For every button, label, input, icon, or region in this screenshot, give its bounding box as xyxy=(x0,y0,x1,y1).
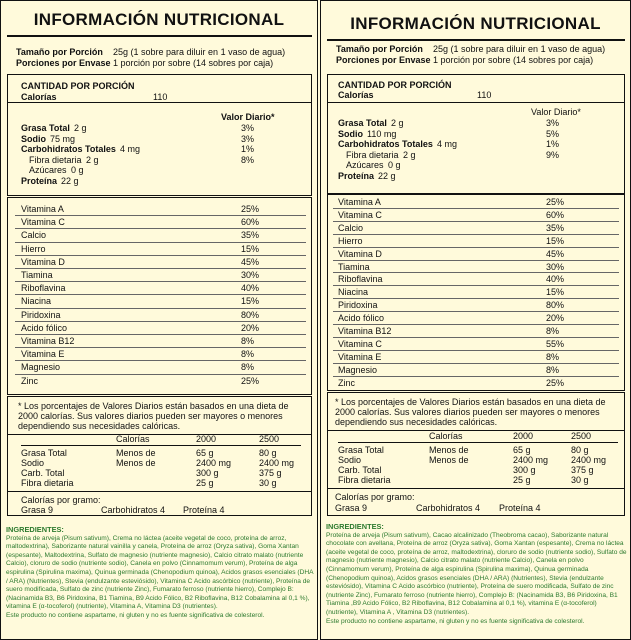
vitamin-dv: 15% xyxy=(241,296,260,307)
amount-header: CANTIDAD POR PORCIÓN xyxy=(21,81,135,91)
daily-value-header: Valor Diario* xyxy=(221,112,275,122)
ingredients-title: INGREDIENTES: xyxy=(326,522,384,531)
vitamin-name: Niacina xyxy=(338,287,369,298)
vitamin-dv: 20% xyxy=(241,322,260,333)
ingredients-note: Este producto no contiene aspartame, ni gluten y no es fuente significativa de colesterol. xyxy=(326,617,585,625)
vitamin-dv: 25% xyxy=(241,204,260,214)
vitamin-name: Zinc xyxy=(338,377,356,388)
divider xyxy=(7,35,312,37)
vitamin-dv: 35% xyxy=(546,222,565,233)
row-divider xyxy=(15,281,306,282)
row-divider xyxy=(333,350,619,351)
vitamin-dv: 30% xyxy=(546,261,565,272)
macro-dv: 9% xyxy=(546,149,560,160)
calories-label: Calorías xyxy=(21,92,57,102)
macro-dv: 8% xyxy=(241,154,255,165)
ref-header-calories: Calorías xyxy=(116,434,150,444)
vitamin-name: Vitamina B12 xyxy=(21,336,75,346)
vitamin-name: Tiamina xyxy=(21,270,53,280)
amount-header: CANTIDAD POR PORCIÓN xyxy=(338,80,452,90)
vitamin-name: Calcio xyxy=(21,230,47,241)
ref-cell: 300 g xyxy=(196,468,219,478)
macro-label: Fibra dietaria xyxy=(29,154,82,165)
panel-title: INFORMACIÓN NUTRICIONAL xyxy=(33,10,285,29)
row-divider xyxy=(333,311,619,312)
ref-header-underline xyxy=(21,445,301,446)
vitamin-name: Calcio xyxy=(338,222,364,233)
row-divider xyxy=(15,228,306,229)
row-divider xyxy=(15,321,306,322)
vitamin-dv: 15% xyxy=(241,243,260,254)
calories-value: 110 xyxy=(153,92,168,102)
vitamin-dv: 8% xyxy=(546,326,560,336)
row-divider xyxy=(15,215,306,216)
row-divider xyxy=(333,376,619,377)
macro-dv: 3% xyxy=(241,123,255,133)
ref-cell: Fibra dietaria xyxy=(21,478,74,488)
per-gram-fat: Grasa 9 xyxy=(335,503,368,513)
vitamin-name: Vitamina E xyxy=(21,349,65,360)
vitamin-dv: 25% xyxy=(546,197,565,207)
macro-amount: 2 g xyxy=(86,154,99,165)
row-divider xyxy=(333,272,619,273)
vitamin-dv: 8% xyxy=(241,349,255,360)
vitamin-name: Vitamina C xyxy=(338,338,382,349)
vitamin-dv: 25% xyxy=(241,375,260,386)
panel-title: INFORMACIÓN NUTRICIONAL xyxy=(350,14,601,33)
vitamin-dv: 25% xyxy=(546,377,565,388)
row-divider xyxy=(333,221,619,222)
macro-amount: 22 g xyxy=(378,171,396,181)
vitamin-name: Tiamina xyxy=(338,261,370,272)
ref-cell: 2400 mg xyxy=(571,455,607,465)
vitamin-name: Vitamina D xyxy=(338,248,382,259)
divider xyxy=(327,102,625,103)
per-gram-fat: Grasa 9 xyxy=(21,505,54,515)
vitamin-name: Zinc xyxy=(21,375,39,386)
row-divider xyxy=(15,308,306,309)
row-divider xyxy=(333,337,619,338)
macro-dv: 3% xyxy=(546,118,560,128)
ref-cell: Fibra dietaria xyxy=(338,475,391,485)
vitamin-name: Riboflavina xyxy=(338,274,383,285)
vitamin-dv: 30% xyxy=(241,270,260,280)
macro-amount: 110 mg xyxy=(367,128,397,139)
vitamin-dv: 40% xyxy=(546,274,565,285)
vitamin-name: Vitamina C xyxy=(338,209,382,220)
macro-label: Proteína xyxy=(338,171,375,181)
macro-label: Azúcares xyxy=(29,165,67,175)
row-divider xyxy=(15,255,306,256)
row-divider xyxy=(15,360,306,361)
macro-dv: 3% xyxy=(241,133,255,144)
vitamin-name: Niacina xyxy=(21,296,52,307)
vitamin-dv: 60% xyxy=(546,209,565,220)
vitamin-dv: 8% xyxy=(546,364,560,375)
vitamin-dv: 60% xyxy=(241,217,260,228)
ref-cell: 2400 mg xyxy=(259,458,295,468)
portions-value: 1 porción por sobre (14 sobres por caja) xyxy=(113,58,274,68)
vitamin-dv: 15% xyxy=(546,235,565,246)
ref-cell: 80 g xyxy=(571,445,589,455)
per-gram-protein: Proteína 4 xyxy=(183,505,225,515)
ingredients-text: Proteína de arveja (Pisum sativum), Crema no láctea (aceite vegetal de coco, proteína de arroz, maltodextrina), Saborizante natural vainilla y canela, Proteína de arroz (Oryza sativa), Goma Xantan (espesante), Maltodextrina, Sulfato de magnesio (nutriente magnesio), Calcio citrato malato (nutriente Calcio), cloruro de sodio (nutriente sodio), Canela en polvo (Cinnamomum verum), Proteína de alga espirulina (Spirulina maxima), Quinua germinada (Chenopodium quinoa), Acidos grasos esenciales (DHA / ARA) (Nutrientes), Stevia (endulzante esteviósido), Vitamina C Acido ascórbico (nutriente), Proteína de suero modificada, Sulfato de zinc (nutriente Zinc), Fumarato ferroso (nutriente hierro), Complejo B: (Nacinamida B3, B6 Piridoxina, B1 Tiamina, B9 Acido Fólico, B2 Riboflavina, B12 Cobalamina al 0,1 %), vitamina E (α-tocoferol) (nutriente), Vitamina A, Vitamina D3 (nutrientes). xyxy=(6,534,314,611)
serving-label: Tamaño por Porción xyxy=(16,47,103,57)
row-divider xyxy=(15,347,306,348)
per-gram-carbs: Carbohidratos 4 xyxy=(416,503,481,513)
vitamin-name: Acido fólico xyxy=(338,313,385,324)
ingredients-text: Proteína de arveja (Pisum sativum), Cacao alcalinizado (Theobroma cacao), Saborizante natural chocolate con avellana, Proteína de arroz (Oryza sativa), Goma Xantan (espesante), Crema no láctea (aceite vegetal de coco, proteína de arroz, maltodextrina), cloruro de sodio (nutriente sodio), Sulfato de magnesio (nutriente magnesio), Calcio citrato malato (nutriente Calcio), Canela en polvo (Cinnamomum verum), Proteína de alga espirulina (Spirulina maxima), Quinua germinada (Chenopodium quinoa), Acidos grasos esenciales (DHA / ARA) (Nutrientes), Stevia (endulzante esteviósido), Vitamina C Acido ascórbico (nutriente), Proteína de suero modificada, Sulfato de zinc (nutriente Zinc), Fumarato ferroso (nutriente hierro), Complejo B: (Nacinamida B3, B6 Piridoxina, B1 Tiamina ,B9 Acido Fólico, B2 Riboflavina, B12 Cobalamina al 0,1 %), vitamina E (α-tocoferol) (nutriente), Vitamina A , Vitamina D3 (nutrientes). xyxy=(326,531,627,616)
ref-header-calories: Calorías xyxy=(429,431,463,441)
ref-cell: Menos de xyxy=(429,455,469,465)
row-divider xyxy=(333,324,619,325)
row-divider xyxy=(15,242,306,243)
daily-value-header: Valor Diario* xyxy=(531,107,581,117)
ref-cell: 30 g xyxy=(259,478,277,488)
macro-amount: 2 g xyxy=(74,123,87,133)
macro-amount: 2 g xyxy=(391,118,404,128)
macro-label: Sodio xyxy=(21,133,46,144)
vitamin-dv: 8% xyxy=(241,362,255,373)
vitamin-dv: 45% xyxy=(241,256,260,267)
calories-value: 110 xyxy=(477,90,492,100)
ref-cell: Sodio xyxy=(21,458,45,468)
ref-cell: 2400 mg xyxy=(513,455,549,465)
ref-cell: 300 g xyxy=(513,465,536,475)
ref-header-2000: 2000 xyxy=(196,434,217,444)
ref-header-underline xyxy=(338,442,618,443)
vitamin-dv: 8% xyxy=(241,336,255,346)
ref-cell: Sodio xyxy=(338,455,362,465)
portions-label: Porciones por Envase xyxy=(336,55,431,65)
vitamin-name: Piridoxina xyxy=(338,300,378,311)
row-divider xyxy=(333,208,619,209)
vitamin-dv: 80% xyxy=(241,309,260,320)
ref-cell: 375 g xyxy=(571,465,594,475)
vitamin-name: Acido fólico xyxy=(21,322,68,333)
ref-cell: 2400 mg xyxy=(196,458,232,468)
portions-label: Porciones por Envase xyxy=(16,58,111,68)
row-divider xyxy=(333,234,619,235)
vitamin-dv: 80% xyxy=(546,300,565,311)
ref-cell: Carb. Total xyxy=(338,465,382,475)
divider xyxy=(7,491,312,492)
macro-dv: 5% xyxy=(546,128,560,139)
footnote: * Los porcentajes de Valores Diarios están basados en una dieta de 2000 calorías. Sus valores diarios pueden ser mayores o menores dependiendo sus necesidades calóricas. xyxy=(335,397,606,427)
vitamin-dv: 35% xyxy=(241,230,260,241)
vitamin-name: Vitamina A xyxy=(338,197,381,207)
divider xyxy=(7,102,312,103)
vitamin-name: Hierro xyxy=(338,235,363,246)
row-divider xyxy=(333,247,619,248)
ref-cell: Menos de xyxy=(429,445,469,455)
ref-header-2000: 2000 xyxy=(513,431,534,441)
macro-amount: 75 mg xyxy=(50,133,76,144)
macro-label: Proteína xyxy=(21,175,58,186)
vitamin-dv: 45% xyxy=(546,248,565,259)
ref-cell: 65 g xyxy=(513,445,531,455)
nutrition-panel-right xyxy=(320,0,631,640)
row-divider xyxy=(333,260,619,261)
macro-label: Carbohidratos Totales xyxy=(338,139,433,150)
ingredients-block xyxy=(6,526,315,621)
vitamin-name: Vitamina A xyxy=(21,204,64,214)
vitamin-name: Vitamina D xyxy=(21,256,65,267)
ingredients-note: Este producto no contiene aspartame, ni gluten y no es fuente significativa de colesterol. xyxy=(6,611,265,619)
macro-label: Fibra dietaria xyxy=(346,149,399,160)
vitamin-name: Riboflavina xyxy=(21,283,66,294)
macro-amount: 22 g xyxy=(61,175,79,186)
row-divider xyxy=(15,334,306,335)
macro-label: Sodio xyxy=(338,128,363,139)
macro-dv: 1% xyxy=(546,139,560,150)
ref-cell: Menos de xyxy=(116,448,156,458)
macro-amount: 4 mg xyxy=(437,139,458,150)
macro-amount: 0 g xyxy=(71,165,84,175)
vitamin-name: Vitamina C xyxy=(21,217,65,228)
calories-label: Calorías xyxy=(338,90,374,100)
vitamin-name: Magnesio xyxy=(338,364,378,375)
row-divider xyxy=(15,294,306,295)
row-divider xyxy=(15,268,306,269)
vitamin-name: Hierro xyxy=(21,243,46,254)
macro-label: Grasa Total xyxy=(338,118,387,128)
vitamin-dv: 15% xyxy=(546,287,565,298)
ingredients-block xyxy=(326,523,628,626)
vitamin-dv: 20% xyxy=(546,313,565,324)
vitamin-dv: 55% xyxy=(546,338,565,349)
ref-cell: 25 g xyxy=(196,478,214,488)
serving-value: 25g (1 sobre para diluir en 1 vaso de agua) xyxy=(113,47,286,57)
ref-cell: 375 g xyxy=(259,468,282,478)
divider xyxy=(327,39,625,41)
vitamin-dv: 8% xyxy=(546,351,560,362)
per-gram-carbs: Carbohidratos 4 xyxy=(101,505,166,515)
serving-label: Tamaño por Porción xyxy=(336,44,423,54)
macro-dv: 1% xyxy=(241,144,255,154)
vitamin-name: Vitamina E xyxy=(338,351,382,362)
divider xyxy=(327,488,625,489)
ref-cell: 30 g xyxy=(571,475,589,485)
macro-label: Grasa Total xyxy=(21,123,70,133)
portions-value: 1 porción por sobre (14 sobres por caja) xyxy=(433,55,594,65)
ref-header-2500: 2500 xyxy=(259,434,280,444)
vitamin-name: Magnesio xyxy=(21,362,61,373)
ref-cell: 65 g xyxy=(196,448,214,458)
vitamin-name: Vitamina B12 xyxy=(338,326,392,336)
macro-label: Azúcares xyxy=(346,160,384,171)
serving-value: 25g (1 sobre para diluir en 1 vaso de agua) xyxy=(433,44,606,54)
vitamin-dv: 40% xyxy=(241,283,260,294)
ref-cell: Grasa Total xyxy=(338,445,384,455)
per-gram-label: Calorías por gramo: xyxy=(21,495,101,505)
ref-cell: 80 g xyxy=(259,448,277,458)
macro-amount: 4 mg xyxy=(120,144,141,154)
ingredients-title: INGREDIENTES: xyxy=(6,525,64,534)
per-gram-label: Calorías por gramo: xyxy=(335,492,415,502)
footnote: * Los porcentajes de Valores Diarios están basados en una dieta de 2000 calorías. Sus valores diarios pueden ser mayores o menores dependiendo sus necesidades calóricas. xyxy=(18,401,289,431)
macro-amount: 2 g xyxy=(403,149,416,160)
ref-cell: Carb. Total xyxy=(21,468,65,478)
macro-amount: 0 g xyxy=(388,160,401,171)
ref-header-2500: 2500 xyxy=(571,431,592,441)
row-divider xyxy=(333,285,619,286)
row-divider xyxy=(333,298,619,299)
row-divider xyxy=(333,363,619,364)
ref-cell: Menos de xyxy=(116,458,156,468)
row-divider xyxy=(15,374,306,375)
vitamin-name: Piridoxina xyxy=(21,309,61,320)
per-gram-protein: Proteína 4 xyxy=(499,503,541,513)
macro-label: Carbohidratos Totales xyxy=(21,144,116,154)
ref-cell: 25 g xyxy=(513,475,531,485)
ref-cell: Grasa Total xyxy=(21,448,67,458)
